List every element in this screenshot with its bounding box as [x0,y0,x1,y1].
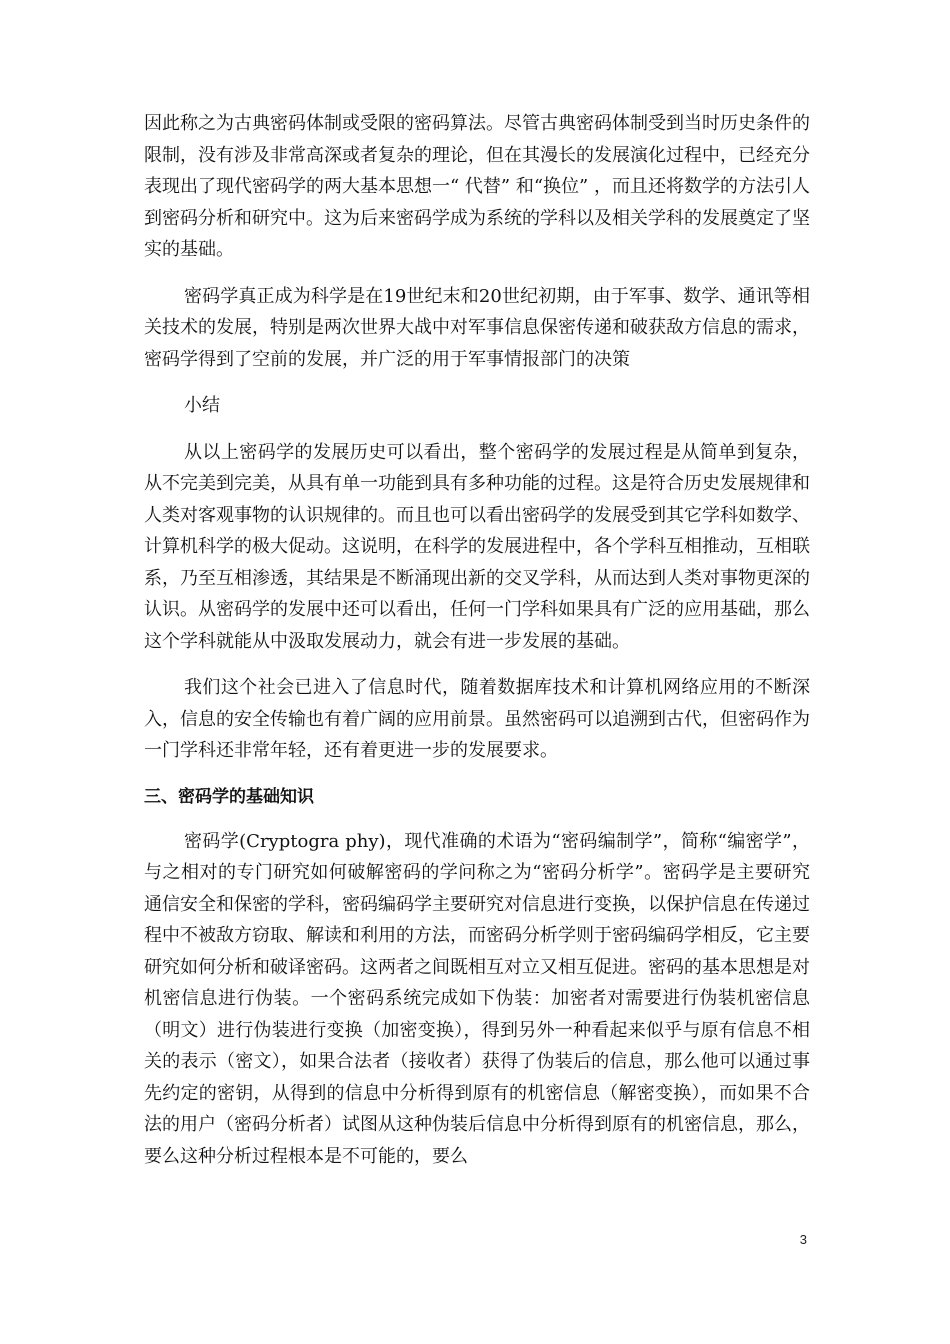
paragraph-summary: 从以上密码学的发展历史可以看出，整个密码学的发展过程是从简单到复杂，从不完美到完美，从具有单一功能到具有多种功能的过程。这是符合历史发展规律和人类对客观事物的认识规律的。而且也可以看出密码学的发展受到其它学科如数学、计算机科学的极大促动。这说明，在科学的发展进程中，各个学科互相推动，互相联系，乃至互相渗透，其结果是不断涌现出新的交叉学科，从而达到人类对事物更深的认识。从密码学的发展中还可以看出，任何一门学科如果具有广泛的应用基础，那么这个学科就能从中汲取发展动力，就会有进一步发展的基础。 [144,441,810,652]
section-heading: 三、密码学的基础知识 [144,786,314,807]
document-page [144,108,810,1187]
page-number: 3 [799,1232,807,1247]
paragraph-cryptography-science: 密码学真正成为科学是在19世纪末和20世纪初期，由于军事、数学、通讯等相关技术的发展，特别是两次世界大战中对军事信息保密传递和破获敌方信息的需求，密码学得到了空前的发展，并广泛的用于军事情报部门的决策 [144,285,810,370]
paragraph-classical-cipher: 因此称之为古典密码体制或受限的密码算法。尽管古典密码体制受到当时历史条件的限制，没有涉及非常高深或者复杂的理论，但在其漫长的发展演化过程中，已经充分表现出了现代密码学的两大基本思想一“ 代替” 和“换位” ，而且还将数学的方法引人到密码分析和研究中。这为后来密码学成为系统的学科以及相关学科的发展奠定了坚实的基础。 [144,113,810,260]
paragraph-information-age: 我们这个社会已进入了信息时代，随着数据库技术和计算机网络应用的不断深入，信息的安全传输也有着广阔的应用前景。虽然密码可以追溯到古代，但密码作为一门学科还非常年轻，还有着更进一步的发展要求。 [144,677,810,761]
paragraph-basic-knowledge: 密码学(Cryptogra phy)，现代准确的术语为“密码编制学”，简称“编密学”，与之相对的专门研究如何破解密码的学问称之为“密码分析学”。密码学是主要研究通信安全和保密的学科，密码编码学主要研究对信息进行变换，以保护信息在传递过程中不被敌方窃取、解读和利用的方法，而密码分析学则于密码编码学相反，它主要研究如何分析和破译密码。这两者之间既相互对立又相互促进。密码的基本思想是对机密信息进行伪装。一个密码系统完成如下伪装：加密者对需要进行伪装机密信息（明文）进行伪装进行变换（加密变换），得到另外一种看起来似乎与原有信息不相关的表示（密文），如果合法者（接收者）获得了伪装后的信息，那么他可以通过事先约定的密钥，从得到的信息中分析得到原有的机密信息（解密变换），而如果不合法的用户（密码分析者）试图从这种伪装后信息中分析得到原有的机密信息，那么，要么这种分析过程根本是不可能的，要么 [144,830,810,1167]
summary-label: 小结 [184,395,220,416]
